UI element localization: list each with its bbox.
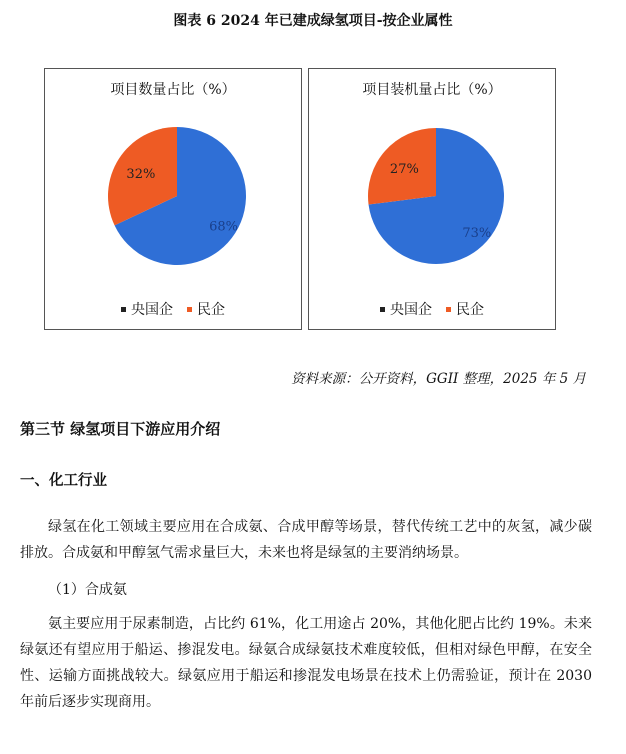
pie-chart-svg <box>309 69 555 329</box>
section-title: 第三节 绿氢项目下游应用介绍 <box>20 420 221 438</box>
legend-label-soe: 央国企 <box>390 302 432 318</box>
legend-marker-soe <box>380 307 385 312</box>
legend-label-private: 民企 <box>456 302 484 318</box>
subsection-title: 一、化工行业 <box>20 472 107 489</box>
pie-chart-svg <box>45 69 301 329</box>
pie-chart-project-count <box>44 68 302 330</box>
legend-marker-private <box>446 307 451 312</box>
chart-legend <box>45 299 301 319</box>
pie-chart-capacity <box>308 68 556 330</box>
legend-label-soe: 央国企 <box>131 302 173 318</box>
list-item-heading: （1）合成氨 <box>48 582 127 598</box>
chart-title: 项目装机量占比（%） <box>362 82 502 98</box>
legend-label-private: 民企 <box>197 302 225 318</box>
pie-label-private: 32% <box>126 167 156 183</box>
pie-label-soe: 73% <box>462 225 492 241</box>
figure-title: 图表 6 2024 年已建成绿氢项目-按企业属性 <box>173 13 453 29</box>
pie-label-soe: 68% <box>209 219 239 235</box>
legend-marker-private <box>187 307 192 312</box>
chart-legend <box>309 299 555 319</box>
paragraph: 氨主要应用于尿素制造，占比约 61%，化工用途占 20%，其他化肥占比约 19%。未来绿氨还有望应用于船运、掺混发电。绿氨合成绿氨技术难度较低，但相对绿色甲醇，在安全性、运输方面挑战较大。绿氨应用于船运和掺混发电场景在技术上仍需验证，预计在 2030 年前后逐步实现商用。 <box>20 616 592 710</box>
legend-marker-soe <box>121 307 126 312</box>
paragraph: 绿氢在化工领域主要应用在合成氨、合成甲醇等场景，替代传统工艺中的灰氢，减少碳排放。合成氨和甲醇氢气需求量巨大，未来也将是绿氢的主要消纳场景。 <box>20 519 592 561</box>
chart-title: 项目数量占比（%） <box>110 82 236 98</box>
source-note: 资料来源：公开资料，GGII 整理，2025 年 5 月 <box>291 371 586 387</box>
pie-label-private: 27% <box>389 162 419 178</box>
